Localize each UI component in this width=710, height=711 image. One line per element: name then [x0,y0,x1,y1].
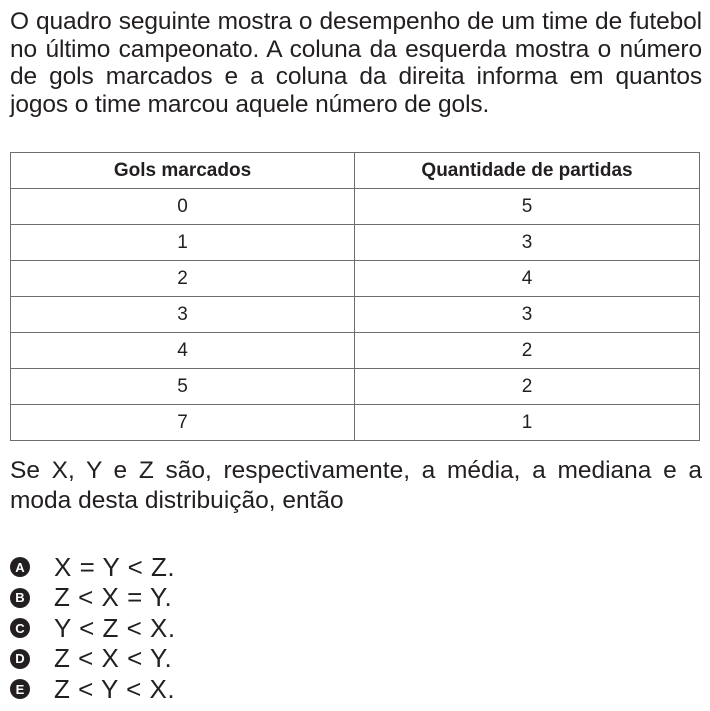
table-row [11,333,700,369]
matches-cell: 2 [355,333,700,369]
table-row [11,261,700,297]
option-b[interactable] [10,583,176,614]
option-e[interactable] [10,674,176,705]
matches-cell: 3 [355,225,700,261]
option-d-badge: D [10,649,30,669]
option-d[interactable] [10,644,176,675]
goals-cell: 3 [11,297,355,333]
option-b-badge: B [10,588,30,608]
option-c-text: Y < Z < X. [54,612,176,643]
question-page [10,8,702,704]
header-match-count: Quantidade de partidas [355,153,700,189]
table-row [11,405,700,441]
header-goals-scored: Gols marcados [11,153,355,189]
option-c[interactable] [10,613,176,644]
option-a-badge: A [10,557,30,577]
table-row [11,297,700,333]
goals-cell: 4 [11,333,355,369]
option-c-badge: C [10,618,30,638]
matches-cell: 1 [355,405,700,441]
matches-cell: 4 [355,261,700,297]
question-stem: Se X, Y e Z são, respectivamente, a média, a mediana e a moda desta distribuição, então [10,457,702,514]
matches-cell: 5 [355,189,700,225]
goals-cell: 0 [11,189,355,225]
option-e-badge: E [10,679,30,699]
goals-cell: 2 [11,261,355,297]
goals-cell: 7 [11,405,355,441]
goals-cell: 5 [11,369,355,405]
goals-table [10,152,700,441]
answer-options [10,552,176,705]
goals-cell: 1 [11,225,355,261]
option-a[interactable] [10,552,176,583]
option-e-text: Z < Y < X. [54,673,176,704]
matches-cell: 2 [355,369,700,405]
table-row [11,225,700,261]
option-d-text: Z < X < Y. [54,643,173,674]
matches-cell: 3 [355,297,700,333]
option-a-text: X = Y < Z. [54,551,176,582]
option-b-text: Z < X = Y. [54,582,173,613]
intro-paragraph: O quadro seguinte mostra o desempenho de um time de futebol no último campeonato. A coluna da esquerda mostra o número de gols marcados e a coluna da direita informa em quantos jogos o time marcou aquele número de gols. [10,8,702,118]
table-header-row [11,153,700,189]
table-row [11,369,700,405]
table-row [11,189,700,225]
